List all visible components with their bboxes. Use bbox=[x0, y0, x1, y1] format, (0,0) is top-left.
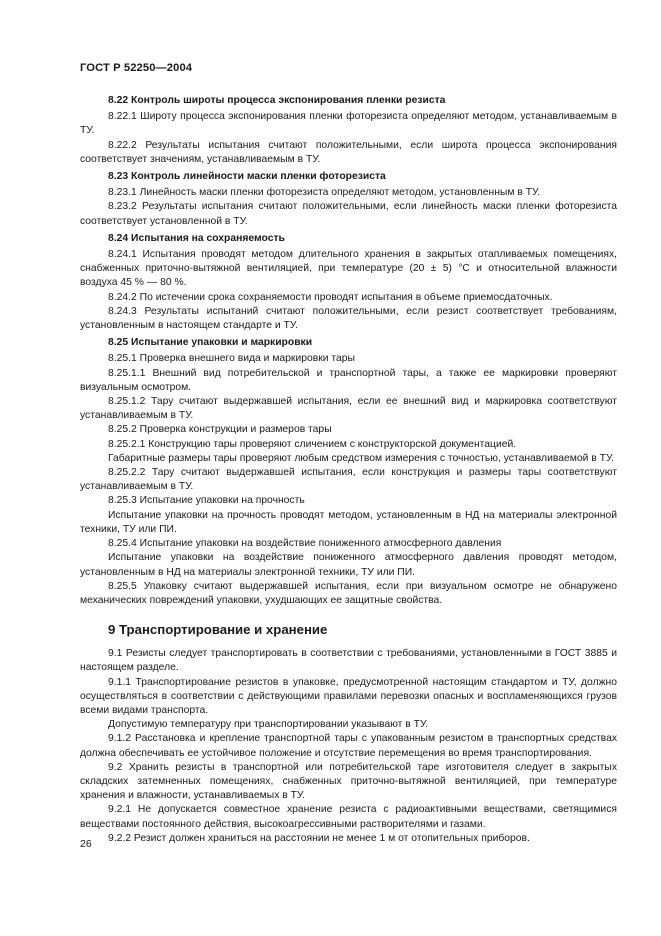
section-heading: 8.25 Испытание упаковки и маркировки bbox=[108, 337, 313, 349]
section-heading: 8.24 Испытания на сохраняемость bbox=[108, 232, 285, 244]
paragraph: Допустимую температуру при транспортировании указывают в ТУ. bbox=[108, 719, 429, 731]
standard-header: ГОСТ Р 52250—2004 bbox=[80, 62, 193, 74]
paragraph: 8.25.2.2 Тару считают выдержавшей испытания, если конструкция и размеры тары соответствуют устанавливаемым в ТУ. bbox=[80, 467, 617, 493]
paragraph: 8.22.1 Широту процесса экспонирования пленки фоторезиста определяют методом, устанавливаемым в ТУ. bbox=[80, 111, 617, 137]
paragraph: Испытание упаковки на прочность проводят методом, установленным в НД на материалы электронной техники, ТУ или ПИ. bbox=[80, 509, 617, 535]
paragraph: 9.1 Резисты следует транспортировать в соответствии с требованиями, установленными в ГОСТ 3885 и настоящем разделе. bbox=[80, 648, 617, 674]
paragraph: 9.2.2 Резист должен храниться на расстоянии не менее 1 м от отопительных приборов. bbox=[108, 832, 530, 844]
paragraph: 8.25.1.1 Внешний вид потребительской и транспортной тары, а также ее маркировки проверяют визуальным осмотром. bbox=[80, 367, 617, 393]
paragraph: 8.22.2 Результаты испытания считают положительными, если широта процесса экспонирования соответствует значениям, устанавливаемым в ТУ. bbox=[80, 139, 617, 165]
paragraph: 8.25.1 Проверка внешнего вида и маркировки тары bbox=[108, 353, 355, 365]
paragraph: 8.25.5 Упаковку считают выдержавшей испытания, если при визуальном осмотре не обнаружено механических повреждений упаковки, ухудшающих ее защитные свойства. bbox=[80, 580, 617, 606]
page-number: 26 bbox=[80, 838, 92, 850]
paragraph: 8.23.2 Результаты испытания считают положительными, если линейность маски пленки фоторезиста соответствует установленной в ТУ. bbox=[80, 201, 617, 227]
paragraph: 9.1.2 Расстановка и крепление транспортной тары с упакованным резистом в транспортных средствах должна обеспечивать ее устойчивое положение и отсутствие перемещения во время транспортирования. bbox=[80, 733, 617, 759]
chapter-heading: 9 Транспортирование и хранение bbox=[108, 622, 328, 638]
document-page bbox=[80, 0, 617, 936]
section-heading: 8.22 Контроль широты процесса экспонирования пленки резиста bbox=[108, 95, 446, 106]
paragraph: 8.24.1 Испытания проводят методом длительного хранения в закрытых отапливаемых помещениях, снабженных приточно-вытяжной вентиляцией, при температуре (20 ± 5) °С и относительной влажности воздуха 45 % — 80 %. bbox=[80, 249, 617, 289]
paragraph: 8.25.3 Испытание упаковки на прочность bbox=[108, 495, 305, 507]
paragraph: 8.25.1.2 Тару считают выдержавшей испытания, если ее внешний вид и маркировка соответствуют устанавливаемым в ТУ. bbox=[80, 396, 617, 422]
document-body bbox=[80, 94, 617, 846]
paragraph: 8.24.2 По истечении срока сохраняемости проводят испытания в объеме приемосдаточных. bbox=[108, 291, 553, 303]
paragraph: 8.25.2.1 Конструкцию тары проверяют сличением с конструкторской документацией. bbox=[108, 438, 517, 450]
paragraph: 9.2.1 Не допускается совместное хранение резиста с радиоактивными веществами, светящимися веществами постоянного действия, высокоагрессивными растворителями и газами. bbox=[80, 804, 617, 830]
paragraph: 8.24.3 Результаты испытаний считают положительными, если резист соответствует требованиям, установленным в настоящем стандарте и ТУ. bbox=[80, 305, 617, 332]
section-heading: 8.23 Контроль линейности маски пленки фоторезиста bbox=[108, 171, 386, 183]
paragraph: Испытание упаковки на воздействие пониженного атмосферного давления проводят методом, установленным в НД на материалы электронной техники, ТУ или ПИ. bbox=[80, 552, 617, 578]
paragraph: 8.25.4 Испытание упаковки на воздействие пониженного атмосферного давления bbox=[108, 538, 502, 550]
paragraph: 9.2 Хранить резисты в транспортной или потребительской таре изготовителя следует в закрытых складских затемненных помещениях, снабженных приточно-вытяжной вентиляцией, при температуре хранения и влажности, устанавливаемых в ТУ. bbox=[80, 761, 617, 802]
paragraph: Габаритные размеры тары проверяют любым средством измерения с точностью, устанавливаемой в ТУ. bbox=[108, 452, 615, 464]
paragraph: 9.1.1 Транспортирование резистов в упаковке, предусмотренной настоящим стандартом и ТУ, должно осуществляться в соответствии с действующими правилами перевозки опасных и воспламеняющихся грузов всеми видами транспорта. bbox=[80, 676, 617, 716]
paragraph: 8.25.2 Проверка конструкции и размеров тары bbox=[108, 424, 332, 436]
paragraph: 8.23.1 Линейность маски пленки фоторезиста определяют методом, установленным в ТУ. bbox=[108, 187, 541, 199]
